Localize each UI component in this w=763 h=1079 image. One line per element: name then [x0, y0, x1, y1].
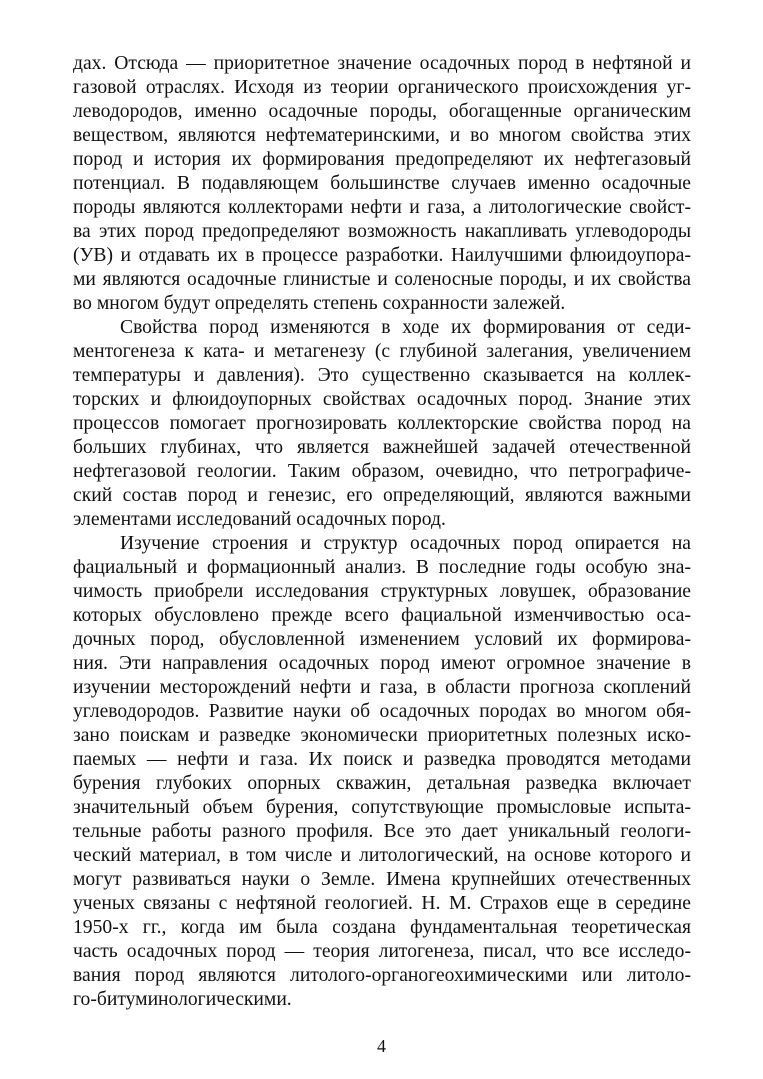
text-line: Свойства пород изменяются в ходе их формирования от седи- — [120, 317, 691, 338]
text-line: ния. Эти направления осадочных пород имеют огромное значение в — [73, 653, 691, 674]
text-line: фациальный и формационный анализ. В последние годы особую зна- — [73, 557, 691, 578]
text-line: дочных пород, обусловленной изменением условий их формирова- — [73, 629, 691, 650]
text-line: углеводородов. Развитие науки об осадочных породах во многом обя- — [73, 701, 691, 722]
text-line: паемых — нефти и газа. Их поиск и разведка проводятся методами — [73, 749, 691, 770]
text-line: ский состав пород и генезис, его определяющий, являются важными — [73, 485, 691, 506]
text-line: зано поискам и разведке экономически приоритетных полезных иско- — [73, 725, 691, 746]
text-line: ментогенеза к ката- и метагенезу (с глубиной залегания, увеличением — [73, 341, 691, 362]
text-line: Изучение строения и структур осадочных пород опирается на — [120, 533, 691, 554]
text-line: ва этих пород предопределяют возможность накапливать углеводороды — [73, 221, 691, 242]
text-line: часть осадочных пород — теория литогенеза, писал, что все исследо- — [73, 941, 691, 962]
text-line: ученых связаны с нефтяной геологией. Н. М. Страхов еще в середине — [73, 893, 691, 914]
text-line: 1950-х гг., когда им была создана фундаментальная теоретическая — [73, 917, 691, 938]
text-line: бурения глубоких опорных скважин, детальная разведка включает — [73, 773, 691, 794]
text-line: вания пород являются литолого-органогеохимическими или литоло- — [73, 965, 691, 986]
paragraph — [73, 532, 691, 1012]
text-line: процессов помогает прогнозировать коллекторские свойства пород на — [73, 413, 691, 434]
text-line: изучении месторождений нефти и газа, в области прогноза скоплений — [73, 677, 691, 698]
text-line: (УВ) и отдавать их в процессе разработки. Наилучшими флюидоупора- — [73, 245, 691, 266]
text-line: породы являются коллекторами нефти и газа, а литологические свойст- — [73, 197, 691, 218]
text-line: которых обусловлено прежде всего фациальной изменчивостью оса- — [73, 605, 691, 626]
text-line: ческий материал, в том числе и литологический, на основе которого и — [73, 845, 691, 866]
text-line: торских и флюидоупорных свойствах осадочных пород. Знание этих — [73, 389, 691, 410]
text-line: го-битуминологическими. — [73, 989, 292, 1010]
text-line: нефтегазовой геологии. Таким образом, очевидно, что петрографиче- — [73, 461, 691, 482]
text-line: чимость приобрели исследования структурных ловушек, образование — [73, 581, 691, 602]
paragraph — [73, 52, 691, 316]
text-line: могут развиваться науки о Земле. Имена крупнейших отечественных — [73, 869, 691, 890]
text-line: элементами исследований осадочных пород. — [73, 509, 446, 530]
body-text — [73, 52, 691, 1012]
text-line: температуры и давления). Это существенно сказывается на коллек- — [73, 365, 691, 386]
text-line: значительный объем бурения, сопутствующие промысловые испыта- — [73, 797, 691, 818]
text-line: дах. Отсюда — приоритетное значение осадочных пород в нефтяной и — [73, 53, 691, 74]
text-line: ми являются осадочные глинистые и соленосные породы, и их свойства — [73, 269, 691, 290]
text-line: газовой отраслях. Исходя из теории органического происхождения уг- — [73, 77, 691, 98]
page-number: 4 — [377, 1036, 386, 1056]
text-line: леводородов, именно осадочные породы, обогащенные органическим — [73, 101, 691, 122]
text-line: веществом, являются нефтематеринскими, и во многом свойства этих — [73, 125, 691, 146]
paragraph — [73, 316, 691, 532]
text-line: во многом будут определять степень сохранности залежей. — [73, 293, 566, 314]
text-line: тельные работы разного профиля. Все это дает уникальный геологи- — [73, 821, 691, 842]
text-line: пород и история их формирования предопределяют их нефтегазовый — [73, 149, 691, 170]
text-line: потенциал. В подавляющем большинстве случаев именно осадочные — [73, 173, 691, 194]
text-line: больших глубинах, что является важнейшей задачей отечественной — [73, 437, 691, 458]
